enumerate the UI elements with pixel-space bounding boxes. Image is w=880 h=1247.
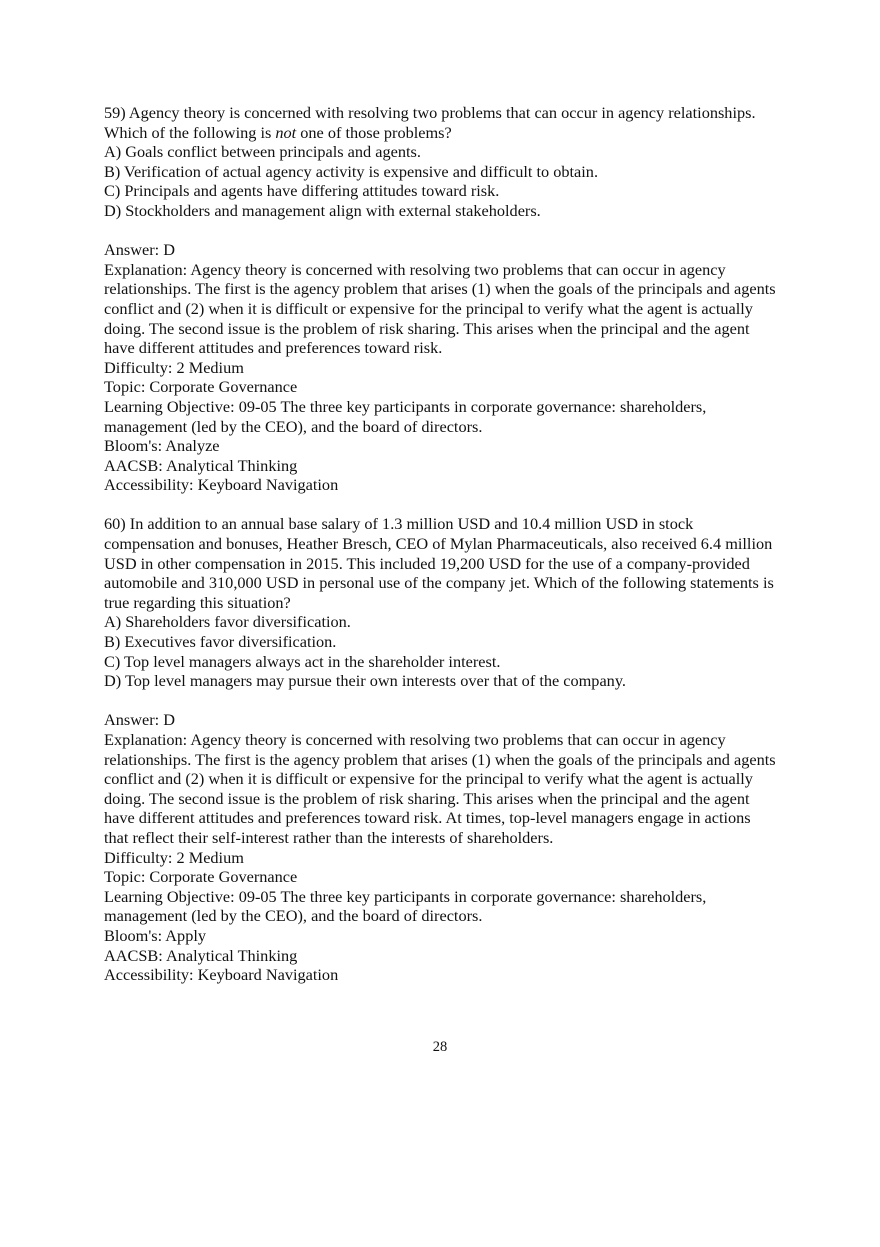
difficulty: Difficulty: 2 Medium: [104, 357, 244, 377]
option-d: D) Stockholders and management align with external stakeholders.: [104, 200, 541, 220]
answer-block-59: [104, 240, 776, 495]
topic: Topic: Corporate Governance: [104, 377, 298, 397]
page-number: 28: [432, 1039, 448, 1055]
question-stem: 60) In addition to an annual base salary of 1.3 million USD and 10.4 million USD in stock compensation and bonuses, Heather Bresch, CEO of Mylan Pharmaceuticals, also received 6.4 million USD in other compensation in 2015. This included 19,200 USD for the use of a company-provided automobile and 310,000 USD in personal use of the company jet. Which of the following statements is true regarding this situation?: [104, 514, 774, 612]
question-stem-text: 59) Agency theory is concerned with resolving two problems that can occur in agency relationships. Which of the following is: [104, 103, 756, 142]
answer-block-60: [104, 710, 776, 984]
option-a: A) Shareholders favor diversification.: [104, 612, 351, 632]
option-b: B) Verification of actual agency activity is expensive and difficult to obtain.: [104, 161, 599, 181]
question-60: [104, 514, 776, 690]
answer: Answer: D: [104, 710, 175, 730]
aacsb: AACSB: Analytical Thinking: [104, 455, 298, 475]
blooms-level: Bloom's: Analyze: [104, 436, 220, 456]
aacsb: AACSB: Analytical Thinking: [104, 945, 298, 965]
answer: Answer: D: [104, 240, 175, 260]
spacer: [104, 221, 776, 241]
accessibility: Accessibility: Keyboard Navigation: [104, 965, 339, 985]
option-c: C) Principals and agents have differing attitudes toward risk.: [104, 181, 500, 201]
question-59: [104, 103, 776, 221]
explanation: Explanation: Agency theory is concerned with resolving two problems that can occur in agency relationships. The first is the agency problem that arises (1) when the goals of the principals and agents conflict and (2) when it is difficult or expensive for the principal to verify what the agent is actually doing. The second issue is the problem of risk sharing. This arises when the principal and the agent have different attitudes and preferences toward risk.: [104, 259, 776, 358]
option-d: D) Top level managers may pursue their own interests over that of the company.: [104, 671, 626, 691]
spacer: [104, 691, 776, 711]
page-content: [104, 103, 776, 985]
option-b: B) Executives favor diversification.: [104, 632, 337, 652]
difficulty: Difficulty: 2 Medium: [104, 847, 244, 867]
question-stem-text-end: one of those problems?: [296, 122, 452, 142]
question-stem-emphasis: not: [275, 122, 297, 142]
explanation: Explanation: Agency theory is concerned with resolving two problems that can occur in agency relationships. The first is the agency problem that arises (1) when the goals of the principals and agents conflict and (2) when it is difficult or expensive for the principal to verify what the agent is actually doing. The second issue is the problem of risk sharing. This arises when the principal and the agent have different attitudes and preferences toward risk. At times, top-level managers engage in actions that reflect their self-interest rather than the interests of shareholders.: [104, 730, 776, 847]
learning-objective: Learning Objective: 09-05 The three key participants in corporate governance: shareholders, management (led by the CEO), and the board of directors.: [104, 396, 707, 436]
option-c: C) Top level managers always act in the shareholder interest.: [104, 651, 501, 671]
blooms-level: Bloom's: Apply: [104, 925, 206, 945]
learning-objective: Learning Objective: 09-05 The three key participants in corporate governance: shareholders, management (led by the CEO), and the board of directors.: [104, 886, 707, 926]
topic: Topic: Corporate Governance: [104, 867, 298, 887]
spacer: [104, 495, 776, 515]
option-a: A) Goals conflict between principals and agents.: [104, 142, 421, 162]
question-stem: [104, 103, 776, 142]
accessibility: Accessibility: Keyboard Navigation: [104, 475, 339, 495]
